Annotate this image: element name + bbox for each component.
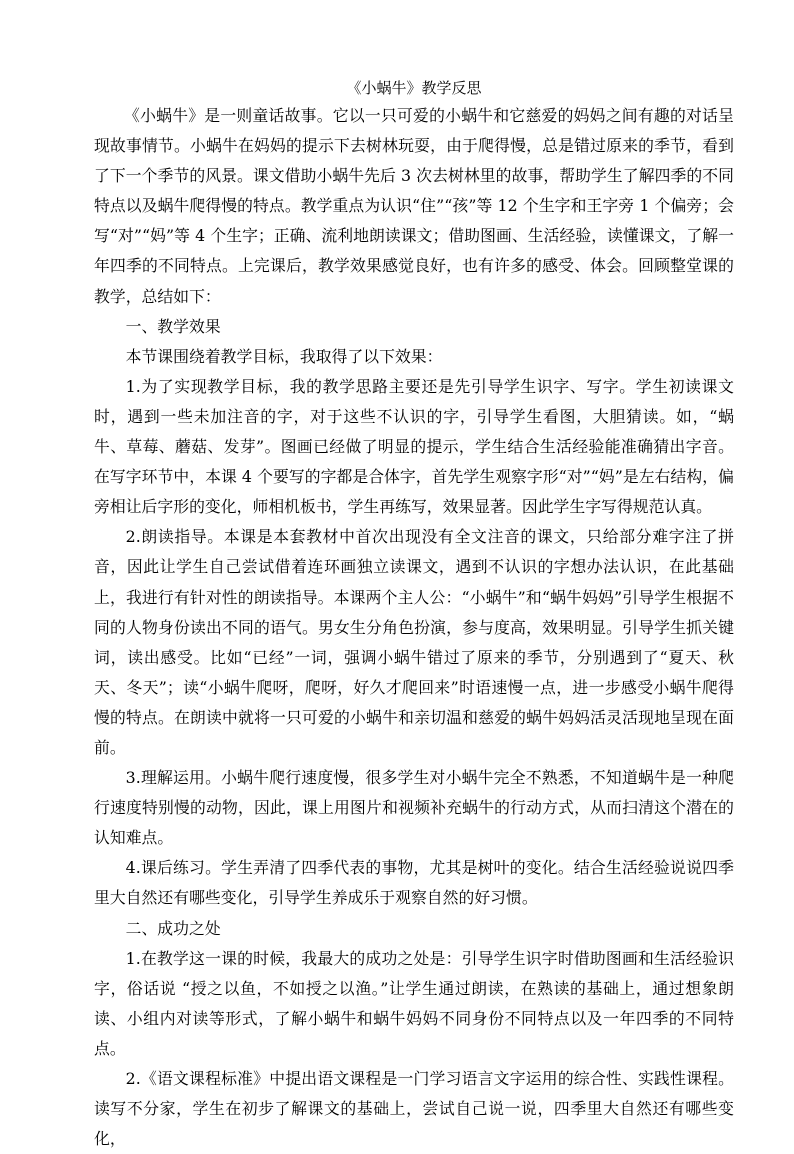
document-title: 《小蜗牛》教学反思 xyxy=(346,79,482,97)
section-heading-success: 二、成功之处 xyxy=(125,918,221,938)
paragraph-success-2: 2.《语文课程标准》中提出语文课程是一门学习语言文字运用的综合性、实践性课程。读写不分家，学生在初步了解课文的基础上，尝试自己说一说，四季里大自然还有哪些变化， xyxy=(94,1069,734,1149)
paragraph-effect-4: 4.课后练习。学生弄清了四季代表的事物，尤其是树叶的变化。结合生活经验说说四季里大自然还有哪些变化，引导学生养成乐于观察自然的好习惯。 xyxy=(94,858,734,908)
paragraph-success-1: 1.在教学这一课的时候，我最大的成功之处是：引导学生识字时借助图画和生活经验识字，俗话说 “授之以鱼，不如授之以渔。”让学生通过朗读，在熟读的基础上，通过想象朗读、小组内对读等形式，了解小蜗牛和蜗牛妈妈不同身份不同特点以及一年四季的不同特点。 xyxy=(94,948,734,1058)
document-page xyxy=(94,76,734,1154)
section-heading-teaching-effect: 一、教学效果 xyxy=(125,316,221,336)
paragraph-intro: 《小蜗牛》是一则童话故事。它以一只可爱的小蜗牛和它慈爱的妈妈之间有趣的对话呈现故事情节。小蜗牛在妈妈的提示下去树林玩耍，由于爬得慢，总是错过原来的季节，看到了下一个季节的风景。课文借助小蜗牛先后 3 次去树林里的故事，帮助学生了解四季的不同特点以及蜗牛爬得慢的特点。教学重点为认识“住”“孩”等 12 个生字和王字旁 1 个偏旁；会写“对”“妈”等 4 个生字；正确、流利地朗读课文；借助图画、生活经验，读懂课文，了解一年四季的不同特点。上完课后，教学效果感觉良好，也有许多的感受、体会。回顾整堂课的教学，总结如下： xyxy=(94,106,734,306)
paragraph-effect-summary: 本节课围绕着教学目标，我取得了以下效果： xyxy=(125,346,443,366)
paragraph-effect-2: 2.朗读指导。本课是本套教材中首次出现没有全文注音的课文，只给部分难字注了拼音，因此让学生自己尝试借着连环画独立读课文，遇到不认识的字想办法认识，在此基础上，我进行有针对性的朗读指导。本课两个主人公：“小蜗牛”和“蜗牛妈妈”引导学生根据不同的人物身份读出不同的语气。男女生分角色扮演，参与度高，效果明显。引导学生抓关键词，读出感受。比如“已经”一词，强调小蜗牛错过了原来的季节，分别遇到了“夏天、秋天、冬天”；读“小蜗牛爬呀，爬呀，好久才爬回来”时语速慢一点，进一步感受小蜗牛爬得慢的特点。在朗读中就将一只可爱的小蜗牛和亲切温和慈爱的蜗牛妈妈活灵活现地呈现在面前。 xyxy=(94,527,734,757)
paragraph-effect-3: 3.理解运用。小蜗牛爬行速度慢，很多学生对小蜗牛完全不熟悉，不知道蜗牛是一种爬行速度特别慢的动物，因此，课上用图片和视频补充蜗牛的行动方式，从而扫清这个潜在的认知难点。 xyxy=(94,768,734,848)
paragraph-effect-1: 1.为了实现教学目标，我的教学思路主要还是先引导学生识字、写字。学生初读课文时，遇到一些未加注音的字，对于这些不认识的字，引导学生看图，大胆猜读。如，“蜗牛、草莓、蘑菇、发芽”。图画已经做了明显的提示，学生结合生活经验能准确猜出字音。在写字环节中，本课 4 个要写的字都是合体字，首先学生观察字形“对”“妈”是左右结构，偏旁相让后字形的变化，师相机板书，学生再练写，效果显著。因此学生字写得规范认真。 xyxy=(94,376,734,517)
